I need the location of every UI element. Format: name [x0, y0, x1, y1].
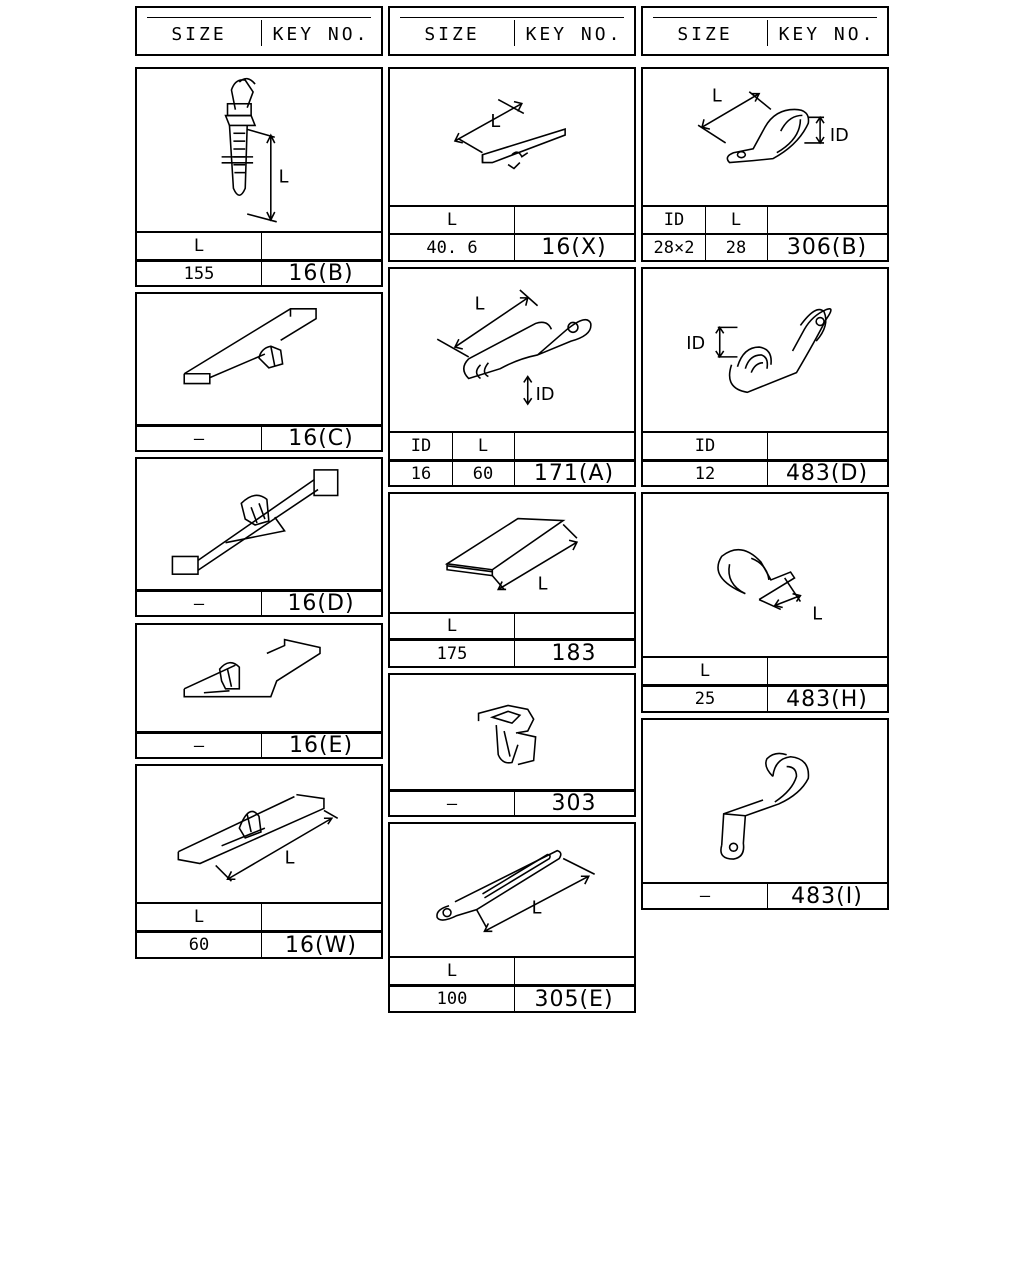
size-value-id: 16 [410, 463, 432, 484]
dim-l-label: L [537, 574, 548, 595]
size-value-row [643, 882, 887, 908]
size-label-row [390, 956, 634, 984]
tape-strip-drawing [390, 494, 634, 612]
size-value: – [193, 593, 205, 614]
size-value-row [137, 589, 381, 615]
size-header: SIZE [171, 23, 227, 45]
size-value-l: 28 [725, 237, 747, 258]
size-value: – [193, 735, 205, 756]
size-label-row [390, 612, 634, 638]
size-value-id: 28×2 [653, 237, 695, 258]
key-number: 303 [551, 791, 597, 816]
part-card-16w [135, 764, 383, 959]
size-label-row [137, 902, 381, 930]
size-label-l: L [730, 210, 742, 230]
dim-l-label: L [278, 167, 289, 188]
part-card-303 [388, 673, 636, 817]
edge-clip-drawing [390, 675, 634, 789]
part-card-16b [135, 67, 383, 287]
size-value-row [137, 731, 381, 757]
part-card-483h [641, 492, 889, 713]
column-header-2 [388, 6, 636, 56]
long-strap-clip-drawing [137, 766, 381, 902]
push-clip-drawing [137, 69, 381, 231]
size-label: L [446, 210, 458, 230]
dim-l-label: L [812, 604, 823, 625]
key-number: 16(C) [288, 426, 354, 451]
size-label-row [390, 205, 634, 233]
double-strap-clip-drawing [137, 459, 381, 589]
size-value: 175 [436, 643, 468, 664]
dim-l-label: L [490, 112, 501, 133]
size-value: 12 [694, 463, 716, 484]
key-number: 306(B) [786, 235, 868, 260]
size-label: L [446, 616, 458, 636]
dim-l-label: L [284, 848, 295, 869]
part-card-16c [135, 292, 383, 452]
p-clamp-drawing [643, 494, 887, 656]
key-no-header: KEY NO. [272, 23, 370, 45]
key-number: 483(H) [786, 686, 868, 712]
key-no-header: KEY NO. [778, 23, 876, 45]
size-value-row [390, 984, 634, 1011]
double-clamp-drawing [643, 269, 887, 431]
size-label: L [193, 236, 205, 256]
size-label-row [643, 431, 887, 459]
size-value: 25 [694, 689, 716, 709]
size-value: – [193, 428, 205, 449]
dim-id-label: ID [535, 385, 555, 406]
size-label-row [390, 431, 634, 459]
size-label-row [643, 205, 887, 233]
key-number: 16(X) [541, 235, 607, 260]
size-value-row [137, 930, 381, 957]
oval-clamp-drawing [643, 69, 887, 205]
part-card-16x [388, 67, 636, 262]
part-card-16e [135, 623, 383, 759]
key-number: 16(E) [288, 733, 354, 758]
dim-l-label: L [474, 294, 485, 315]
size-value: – [446, 793, 458, 814]
part-card-483i [641, 718, 889, 910]
size-label-row [643, 656, 887, 684]
size-value-row [643, 233, 887, 260]
size-value-row [137, 259, 381, 285]
key-number: 483(I) [791, 883, 863, 909]
key-number: 16(W) [285, 932, 357, 958]
size-value-row [643, 684, 887, 711]
dim-l-label: L [711, 86, 722, 107]
part-card-483d [641, 267, 889, 487]
dim-id-label: ID [829, 125, 849, 146]
size-value: – [699, 886, 711, 906]
strap-clip-drawing [137, 294, 381, 424]
key-number: 305(E) [534, 986, 614, 1012]
size-value-row [137, 424, 381, 450]
size-value: 100 [436, 989, 468, 1009]
size-label: L [446, 961, 458, 981]
key-number: 171(A) [533, 461, 615, 486]
key-number: 183 [551, 641, 597, 666]
size-label-l: L [477, 436, 489, 456]
part-card-171a [388, 267, 636, 487]
size-value-row [390, 789, 634, 815]
size-label: ID [694, 436, 716, 456]
flat-clip-drawing [390, 69, 634, 205]
bent-clamp-drawing [643, 720, 887, 882]
key-no-header: KEY NO. [525, 23, 623, 45]
dim-l-label: L [531, 898, 542, 919]
part-card-16d [135, 457, 383, 617]
double-loop-clip-drawing [390, 269, 634, 431]
key-number: 16(B) [288, 261, 354, 286]
size-value-row [390, 233, 634, 260]
size-header: SIZE [424, 23, 480, 45]
size-label-id: ID [410, 436, 432, 456]
size-label-id: ID [663, 210, 685, 230]
plate-clip-drawing [137, 625, 381, 731]
column-header-1 [135, 6, 383, 56]
key-number: 16(D) [287, 591, 355, 616]
key-number: 483(D) [785, 461, 869, 486]
size-label: L [699, 661, 711, 681]
size-value-row [390, 459, 634, 485]
slotted-strap-drawing [390, 824, 634, 956]
size-value: 40. 6 [426, 237, 478, 258]
size-value: 60 [188, 935, 210, 955]
size-label: L [193, 907, 205, 927]
dim-id-label: ID [686, 334, 706, 355]
part-card-183 [388, 492, 636, 668]
column-header-3 [641, 6, 889, 56]
size-value-row [390, 638, 634, 666]
part-card-306b [641, 67, 889, 262]
part-card-305e [388, 822, 636, 1013]
size-label-row [137, 231, 381, 259]
size-header: SIZE [677, 23, 733, 45]
size-value: 155 [183, 263, 215, 284]
size-value-row [643, 459, 887, 485]
size-value-l: 60 [472, 463, 494, 484]
